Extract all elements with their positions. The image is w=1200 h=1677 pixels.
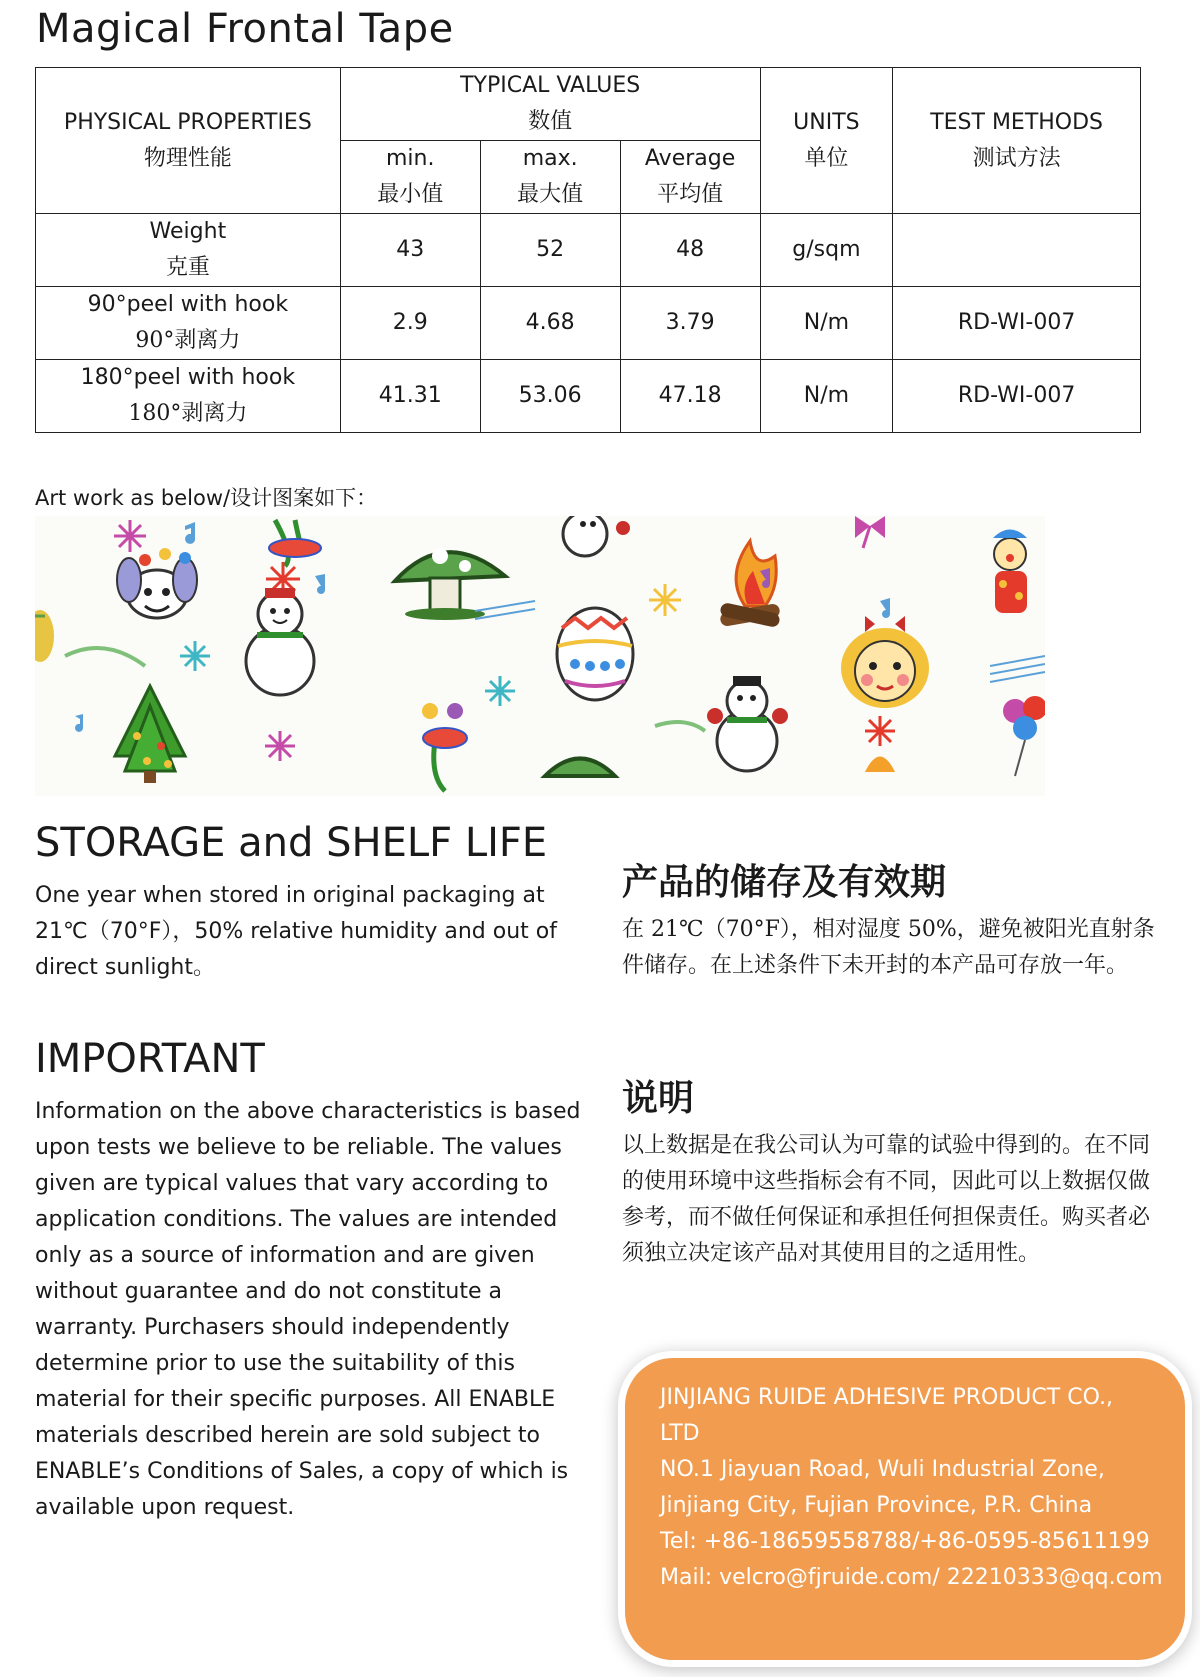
artwork-pattern-image xyxy=(35,516,1045,796)
row-name-en: Weight xyxy=(149,219,227,244)
important-heading-cn: 说明 xyxy=(622,1077,695,1119)
header-avg-cn: 平均值 xyxy=(657,182,724,207)
row-max: 4.68 xyxy=(480,287,620,360)
header-max xyxy=(480,141,620,214)
company-name-line2: LTD xyxy=(660,1421,700,1446)
row-average: 48 xyxy=(620,214,760,287)
row-unit: N/m xyxy=(760,360,893,433)
company-tel: Tel: +86-18659558788/+86-0595-85611199 xyxy=(660,1529,1150,1554)
row-name-cn: 90°剥离力 xyxy=(135,328,241,353)
row-test-method: RD-WI-007 xyxy=(893,287,1141,360)
company-contact-card xyxy=(625,1358,1185,1660)
header-units-en: UNITS xyxy=(793,109,860,135)
row-property-name xyxy=(36,360,341,433)
company-address-line2: Jinjiang City, Fujian Province, P.R. China xyxy=(660,1493,1093,1518)
company-name-line1: JINJIANG RUIDE ADHESIVE PRODUCT CO., xyxy=(660,1385,1113,1410)
artwork-label: Art work as below/设计图案如下： xyxy=(35,486,378,510)
storage-heading-cn: 产品的储存及有效期 xyxy=(622,861,947,903)
physical-properties-table xyxy=(35,67,1141,433)
header-props-cn: 物理性能 xyxy=(143,145,232,171)
header-tests-en: TEST METHODS xyxy=(930,109,1104,135)
header-min-en: min. xyxy=(385,146,435,171)
snowflake-icon xyxy=(265,731,295,761)
row-name-cn: 克重 xyxy=(165,255,210,280)
storage-body-en: One year when stored in original packaging at 21℃（70°F），50% relative humidity and out of direct sunlight。 xyxy=(35,883,557,980)
header-max-cn: 最大值 xyxy=(517,182,584,207)
snowflake-icon xyxy=(865,716,895,746)
header-typical-en: TYPICAL VALUES xyxy=(460,73,641,98)
row-unit: N/m xyxy=(760,287,893,360)
row-name-en: 180°peel with hook xyxy=(80,365,296,390)
header-units xyxy=(760,68,893,214)
header-min xyxy=(340,141,480,214)
company-address-line1: NO.1 Jiayuan Road, Wuli Industrial Zone, xyxy=(660,1457,1105,1482)
header-typical-cn: 数值 xyxy=(528,109,573,134)
important-body-en: Information on the above characteristics is based upon tests we believe to be reliable. The values given are typical values that vary according to application conditions. The values are intended only as a source of information and are given without guarantee and do not constitute a warranty. Purchasers should independently determine prior to use the suitability of this material for their specific purposes. All ENABLE materials described herein are sold subject to ENABLE’s Conditions of Sales, a copy of which is available upon request. xyxy=(35,1099,581,1520)
header-tests-cn: 测试方法 xyxy=(972,145,1061,171)
row-min: 43 xyxy=(340,214,480,287)
row-min: 41.31 xyxy=(340,360,480,433)
row-property-name xyxy=(36,287,341,360)
storage-body-cn: 在 21℃（70°F），相对湿度 50%，避免被阳光直射条件储存。在上述条件下未开封的本产品可存放一年。 xyxy=(622,917,1155,978)
row-max: 53.06 xyxy=(480,360,620,433)
header-props-en: PHYSICAL PROPERTIES xyxy=(63,109,312,135)
row-unit: g/sqm xyxy=(760,214,893,287)
header-physical-properties xyxy=(36,68,341,214)
header-test-methods xyxy=(893,68,1141,214)
important-heading-en: IMPORTANT xyxy=(35,1036,265,1082)
page-title: Magical Frontal Tape xyxy=(36,6,454,52)
storage-heading-en: STORAGE and SHELF LIFE xyxy=(35,820,548,866)
row-test-method xyxy=(893,214,1141,287)
easter-egg-icon xyxy=(557,608,633,700)
row-average: 3.79 xyxy=(620,287,760,360)
header-max-en: max. xyxy=(522,146,578,171)
row-min: 2.9 xyxy=(340,287,480,360)
artwork-pattern-svg xyxy=(35,516,1045,796)
header-units-cn: 单位 xyxy=(804,145,849,171)
row-average: 47.18 xyxy=(620,360,760,433)
row-test-method: RD-WI-007 xyxy=(893,360,1141,433)
header-typical-values xyxy=(340,68,760,141)
company-mail: Mail: velcro@fjruide.com/ 22210333@qq.com xyxy=(660,1565,1163,1590)
row-max: 52 xyxy=(480,214,620,287)
important-body-cn: 以上数据是在我公司认为可靠的试验中得到的。在不同的使用环境中这些指标会有不同，因此可以上数据仅做参考，而不做任何保证和承担任何担保责任。购买者必须独立决定该产品对其使用目的之适用性。 xyxy=(622,1133,1151,1266)
row-property-name xyxy=(36,214,341,287)
row-name-en: 90°peel with hook xyxy=(87,292,289,317)
header-min-cn: 最小值 xyxy=(377,182,444,207)
header-avg-en: Average xyxy=(644,146,736,171)
table-row xyxy=(36,287,1141,360)
header-average xyxy=(620,141,760,214)
table-row xyxy=(36,360,1141,433)
row-name-cn: 180°剥离力 xyxy=(128,401,248,426)
table-row xyxy=(36,214,1141,287)
